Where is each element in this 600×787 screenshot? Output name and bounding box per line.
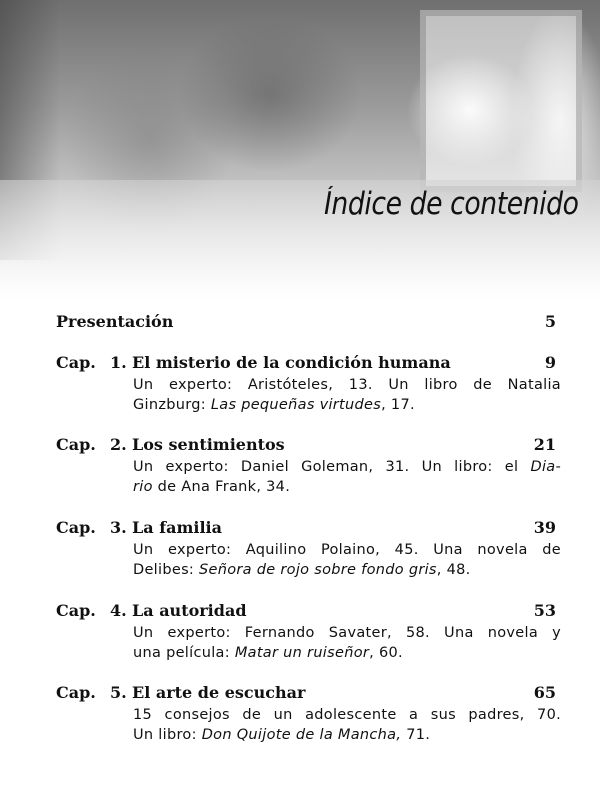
- chapter-number: 4.: [110, 601, 127, 620]
- description-line: Un experto: Fernando Savater, 58. Una novela y: [133, 625, 561, 641]
- book-title: Don Quijote de la Mancha,: [201, 727, 402, 743]
- chapter-prefix: Cap.: [56, 683, 96, 702]
- description-line: Delibes: Señora de rojo sobre fondo gris, 48.: [133, 562, 471, 578]
- description-line: Ginzburg: Las pequeñas virtudes, 17.: [133, 397, 415, 413]
- chapter-entry-3[interactable]: [56, 516, 561, 578]
- book-title: rio: [133, 479, 153, 495]
- chapter-description: [133, 623, 561, 663]
- chapter-entry-4[interactable]: [56, 599, 561, 661]
- chapter-prefix: Cap.: [56, 518, 96, 537]
- chapter-description: [133, 457, 561, 497]
- page-number: 9: [544, 353, 556, 372]
- description-line: una película: Matar un ruiseñor, 60.: [133, 645, 403, 661]
- chapter-description: [133, 375, 561, 415]
- book-title: Matar un ruiseñor: [234, 645, 370, 661]
- page-number: 5: [544, 312, 556, 331]
- page-number: 53: [533, 601, 556, 620]
- page-number: 65: [533, 683, 556, 702]
- presentation-label: Presentación: [56, 312, 174, 331]
- chapter-number: 5.: [110, 683, 127, 702]
- chapter-description: [133, 540, 561, 580]
- chapter-title: El misterio de la condición humana: [132, 353, 451, 372]
- chapter-prefix: Cap.: [56, 353, 96, 372]
- description-line: 15 consejos de un adolescente a sus padres, 70.: [133, 707, 561, 723]
- description-line: Un experto: Aquilino Polaino, 45. Una novela de: [133, 542, 561, 558]
- description-line: Un libro: Don Quijote de la Mancha, 71.: [133, 727, 431, 743]
- chapter-entry-5[interactable]: [56, 681, 561, 743]
- entry-head: [56, 310, 560, 334]
- chapter-head: [56, 516, 560, 540]
- page-number: 39: [533, 518, 556, 537]
- chapter-title: Los sentimientos: [132, 435, 285, 454]
- description-line: Un experto: Aristóteles, 13. Un libro de Natalia: [133, 377, 561, 393]
- chapter-prefix: Cap.: [56, 601, 96, 620]
- book-title: Las pequeñas virtudes: [210, 397, 382, 413]
- chapter-number: 2.: [110, 435, 127, 454]
- book-title: Señora de rojo sobre fondo gris: [199, 562, 437, 578]
- description-line: rio de Ana Frank, 34.: [133, 479, 291, 495]
- chapter-title: El arte de escuchar: [132, 683, 306, 702]
- chapter-description: [133, 705, 561, 745]
- chapter-entry-1[interactable]: [56, 351, 561, 413]
- chapter-number: 1.: [110, 353, 127, 372]
- chapter-head: [56, 599, 560, 623]
- chapter-head: [56, 433, 560, 457]
- book-title: Dia-: [530, 459, 561, 475]
- chapter-prefix: Cap.: [56, 435, 96, 454]
- chapter-head: [56, 351, 560, 375]
- presentation-entry[interactable]: [56, 310, 560, 334]
- chapter-title: La autoridad: [132, 601, 247, 620]
- page-title: Índice de contenido: [324, 186, 579, 222]
- chapter-title: La familia: [132, 518, 222, 537]
- description-line: Un experto: Daniel Goleman, 31. Un libro: el Dia-: [133, 459, 561, 475]
- chapter-head: [56, 681, 560, 705]
- page-number: 21: [533, 435, 556, 454]
- chapter-number: 3.: [110, 518, 127, 537]
- chapter-entry-2[interactable]: [56, 433, 561, 495]
